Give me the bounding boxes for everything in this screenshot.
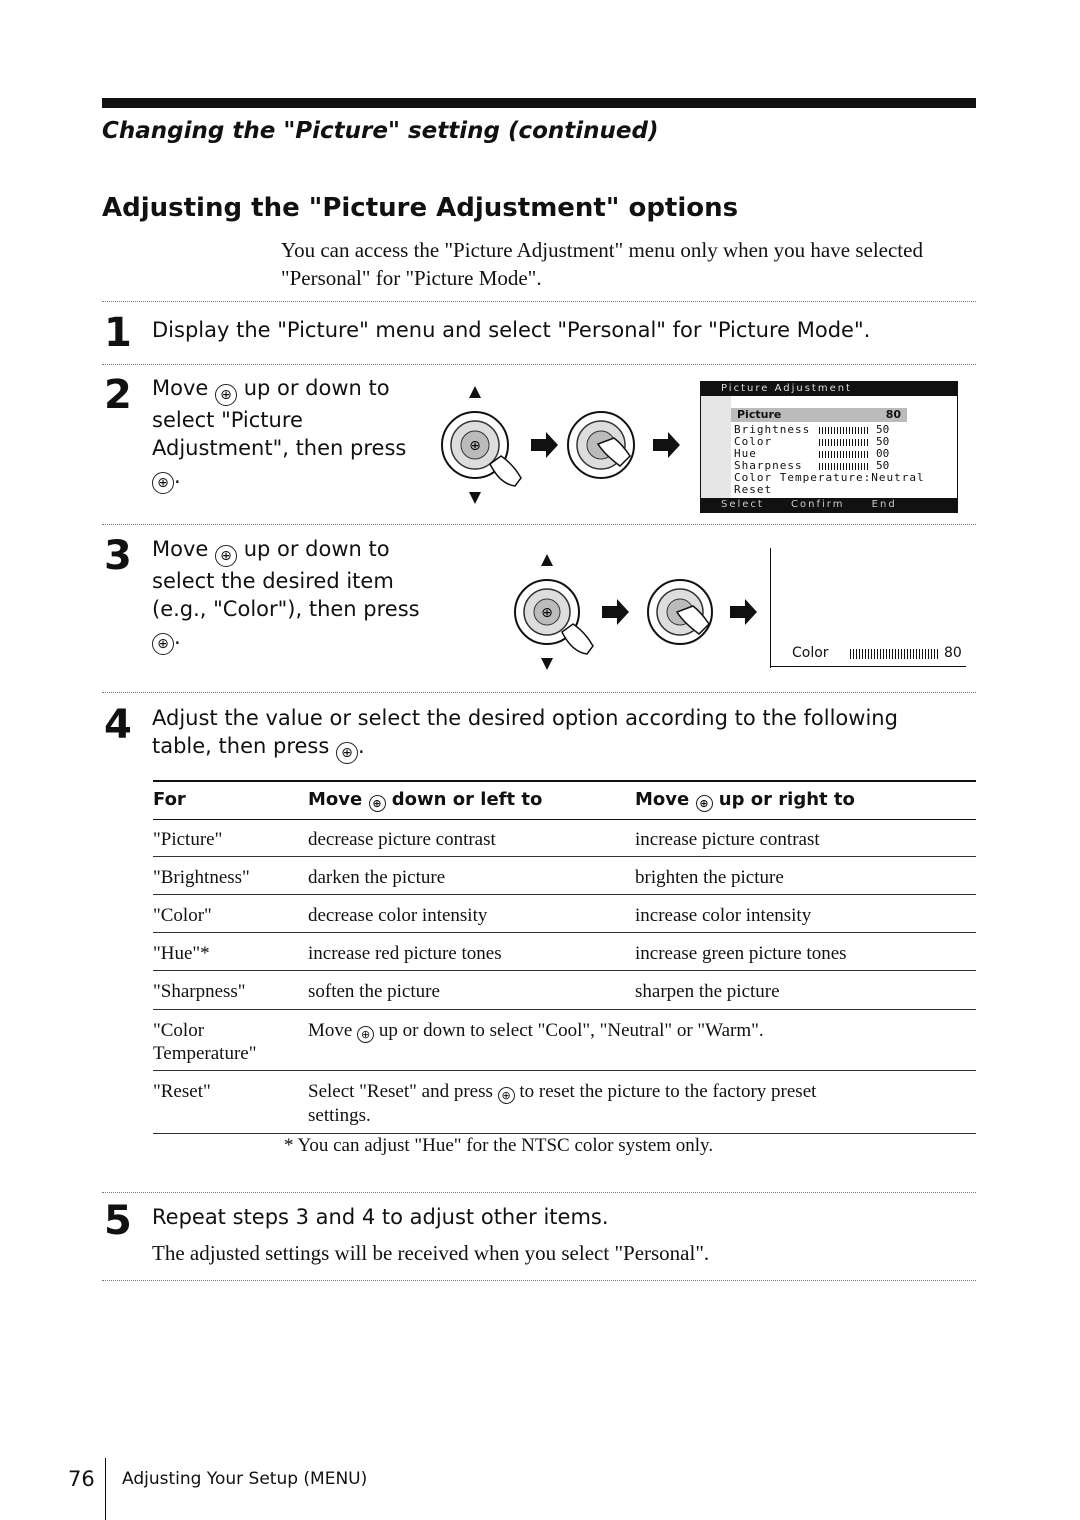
osd-item-label: Hue bbox=[734, 447, 757, 460]
joystick-button-icon: ⊕ bbox=[336, 742, 358, 764]
cell-down: increase red picture tones bbox=[308, 943, 502, 964]
table-footnote: * You can adjust "Hue" for the NTSC color system only. bbox=[284, 1135, 714, 1156]
step-3-line1: Move bbox=[152, 537, 209, 561]
step-4-line1: Adjust the value or select the desired option according to the following bbox=[152, 706, 898, 730]
cell-up: brighten the picture bbox=[635, 867, 784, 888]
step-2-text bbox=[152, 374, 442, 494]
joystick-button-icon: ⊕ bbox=[215, 384, 237, 406]
color-display-label: Color bbox=[792, 645, 829, 661]
cell-text-b: to reset the picture to the factory preset bbox=[519, 1081, 817, 1102]
divider bbox=[102, 1192, 976, 1193]
header-up-move: Move bbox=[635, 789, 690, 810]
step-2-line3: Adjustment", then press bbox=[152, 436, 407, 460]
arrow-right-icon bbox=[653, 432, 680, 458]
step-3-line1b: up or down to bbox=[243, 537, 390, 561]
joystick-button-icon: ⊕ bbox=[357, 1026, 374, 1043]
step-number-1: 1 bbox=[104, 310, 132, 356]
step-5-note: The adjusted settings will be received when you select "Personal". bbox=[152, 1241, 710, 1265]
color-display-border bbox=[770, 548, 771, 668]
arrow-right-icon bbox=[730, 599, 757, 625]
osd-title: Picture Adjustment bbox=[701, 382, 957, 396]
table-row bbox=[153, 819, 976, 857]
step-number-5: 5 bbox=[104, 1198, 132, 1244]
osd-item-label: Color Temperature:Neutral bbox=[734, 471, 925, 484]
step-5-text: Repeat steps 3 and 4 to adjust other items. bbox=[152, 1205, 609, 1229]
joystick-button-icon: ⊕ bbox=[498, 1087, 515, 1104]
color-level-bar bbox=[850, 649, 940, 659]
table-row bbox=[153, 857, 976, 895]
color-display-value: 80 bbox=[944, 645, 962, 661]
osd-highlight-row bbox=[731, 408, 907, 422]
page-heading: Adjusting the "Picture Adjustment" options bbox=[102, 193, 739, 223]
cell-text-b: up or down to select "Cool", "Neutral" or "Warm". bbox=[378, 1020, 764, 1041]
osd-level-bar bbox=[819, 439, 869, 446]
osd-footer-select: Select bbox=[721, 499, 764, 510]
table-row bbox=[153, 895, 976, 933]
step-3-text bbox=[152, 535, 462, 655]
cell-up: increase color intensity bbox=[635, 905, 812, 926]
osd-item-label: Reset bbox=[734, 483, 773, 496]
osd-item-label: Sharpness bbox=[734, 459, 803, 472]
cell-merged bbox=[308, 1080, 968, 1127]
divider bbox=[102, 524, 976, 525]
step-2-line4: . bbox=[174, 464, 181, 488]
joystick-button-icon: ⊕ bbox=[215, 545, 237, 567]
joystick-button-icon: ⊕ bbox=[152, 472, 174, 494]
osd-item-value: 50 bbox=[876, 435, 890, 448]
osd-item-value: 00 bbox=[876, 447, 890, 460]
top-rule bbox=[102, 98, 976, 108]
divider bbox=[102, 1280, 976, 1281]
cell-for-line1: "Color bbox=[153, 1020, 205, 1041]
osd-highlight-label: Picture bbox=[737, 408, 782, 421]
arrow-right-icon bbox=[602, 599, 629, 625]
intro-text: You can access the "Picture Adjustment" menu only when you have selected "Personal" for "Picture Mode". bbox=[281, 238, 923, 290]
divider bbox=[102, 692, 976, 693]
osd-level-bar bbox=[819, 427, 869, 434]
cell-up: increase green picture tones bbox=[635, 943, 847, 964]
header-up-text: up or right to bbox=[718, 789, 855, 810]
cell-down: darken the picture bbox=[308, 867, 446, 888]
table-row bbox=[153, 933, 976, 971]
cell-text-a: Select "Reset" and press bbox=[308, 1081, 493, 1102]
divider bbox=[102, 364, 976, 365]
svg-text:⊕: ⊕ bbox=[541, 605, 553, 621]
step-1-text: Display the "Picture" menu and select "Personal" for "Picture Mode". bbox=[152, 318, 871, 342]
footer-divider bbox=[105, 1458, 106, 1520]
joystick-button-icon: ⊕ bbox=[152, 633, 174, 655]
step-number-2: 2 bbox=[104, 372, 132, 418]
cell-for: "Picture" bbox=[153, 829, 223, 850]
table-header bbox=[153, 780, 976, 820]
step-3-line2: select the desired item bbox=[152, 569, 394, 593]
osd-item-label: Brightness bbox=[734, 423, 811, 436]
header-down-text: down or left to bbox=[391, 789, 543, 810]
svg-text:⊕: ⊕ bbox=[469, 438, 481, 454]
joystick-up-down-icon bbox=[442, 386, 521, 504]
joystick-button-icon: ⊕ bbox=[696, 795, 713, 812]
osd-footer bbox=[701, 498, 957, 512]
joystick-press-icon bbox=[568, 412, 634, 478]
cell-for: "Color" bbox=[153, 905, 212, 926]
osd-tab-column bbox=[701, 396, 731, 498]
page-number: 76 bbox=[68, 1467, 95, 1491]
section-title: Changing the "Picture" setting (continued) bbox=[102, 118, 659, 144]
step-4-line2: table, then press bbox=[152, 734, 330, 758]
osd-level-bar bbox=[819, 463, 869, 470]
osd-item-value: 50 bbox=[876, 423, 890, 436]
cell-text-c: settings. bbox=[308, 1105, 371, 1126]
cell-up: increase picture contrast bbox=[635, 829, 820, 850]
osd-picture-adjustment-menu bbox=[700, 381, 958, 513]
cell-down: decrease picture contrast bbox=[308, 829, 496, 850]
divider bbox=[102, 301, 976, 302]
step-2-line1b: up or down to bbox=[243, 376, 390, 400]
joystick-press-icon bbox=[648, 580, 712, 644]
joystick-button-icon: ⊕ bbox=[369, 795, 386, 812]
cell-for bbox=[153, 1019, 256, 1065]
joystick-up-down-icon bbox=[515, 554, 593, 670]
step-number-4: 4 bbox=[104, 702, 132, 748]
cell-for: "Hue"* bbox=[153, 943, 210, 964]
cell-down: soften the picture bbox=[308, 981, 440, 1002]
step-number-3: 3 bbox=[104, 533, 132, 579]
osd-item-label: Color bbox=[734, 435, 773, 448]
arrow-right-icon bbox=[531, 432, 558, 458]
step-4-text bbox=[152, 704, 972, 764]
header-down bbox=[308, 789, 542, 812]
osd-footer-end: End bbox=[871, 499, 897, 510]
step-3-line4: . bbox=[174, 625, 181, 649]
footer-chapter: Adjusting Your Setup (MENU) bbox=[122, 1469, 368, 1489]
cell-merged bbox=[308, 1019, 764, 1043]
step-2-line1: Move bbox=[152, 376, 209, 400]
osd-level-bar bbox=[819, 451, 869, 458]
header-up bbox=[635, 789, 855, 812]
osd-footer-confirm: Confirm bbox=[791, 499, 845, 510]
table-row-color-temperature bbox=[153, 1010, 976, 1071]
step-3-illustration bbox=[510, 552, 770, 674]
step-3-line3: (e.g., "Color"), then press bbox=[152, 597, 420, 621]
step-2-illustration bbox=[438, 384, 693, 512]
cell-for: "Brightness" bbox=[153, 867, 250, 888]
cell-for: "Sharpness" bbox=[153, 981, 246, 1002]
table-row-reset bbox=[153, 1071, 976, 1134]
cell-text-a: Move bbox=[308, 1020, 353, 1041]
table-row bbox=[153, 971, 976, 1010]
color-display-border bbox=[770, 666, 966, 667]
header-for: For bbox=[153, 789, 186, 810]
cell-down: decrease color intensity bbox=[308, 905, 488, 926]
step-4-line2b: . bbox=[357, 734, 365, 758]
header-down-move: Move bbox=[308, 789, 363, 810]
cell-for-line2: Temperature" bbox=[153, 1043, 257, 1064]
step-2-line2: select "Picture bbox=[152, 408, 303, 432]
osd-highlight-value: 80 bbox=[885, 408, 901, 421]
cell-up: sharpen the picture bbox=[635, 981, 780, 1002]
osd-item-value: 50 bbox=[876, 459, 890, 472]
cell-for: "Reset" bbox=[153, 1081, 211, 1102]
